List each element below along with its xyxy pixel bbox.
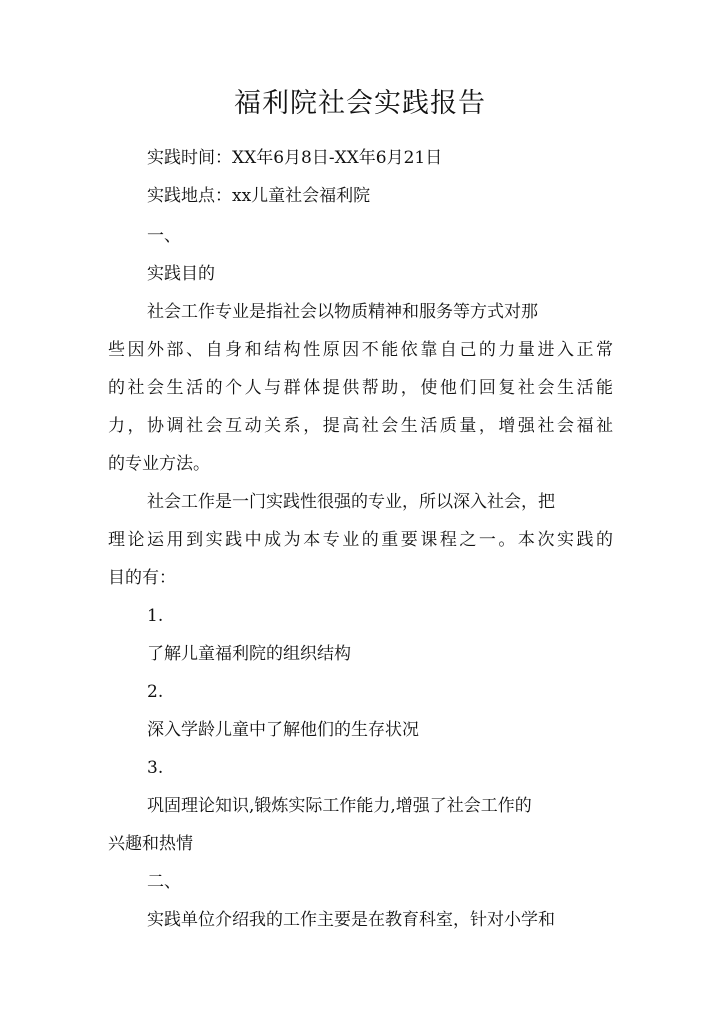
purpose-heading: 实践目的 bbox=[147, 264, 215, 284]
paragraph-2-line: 目的有： bbox=[108, 568, 176, 588]
section-one-heading: 一、 bbox=[147, 226, 181, 246]
paragraph-1-line: 社会工作专业是指社会以物质精神和服务等方式对那 bbox=[147, 302, 538, 322]
list-item-text: 巩固理论知识,锻炼实际工作能力,增强了社会工作的 bbox=[147, 796, 532, 816]
paragraph-2-line: 社会工作是一门实践性很强的专业，所以深入社会，把 bbox=[147, 492, 555, 512]
paragraph-1-line: 的专业方法。 bbox=[108, 454, 210, 474]
paragraph-2-line: 理论运用到实践中成为本专业的重要课程之一。本次实践的 bbox=[108, 530, 613, 550]
document-title: 福利院社会实践报告 bbox=[234, 88, 486, 119]
list-item-text: 了解儿童福利院的组织结构 bbox=[147, 644, 351, 664]
list-item-number: 2. bbox=[147, 682, 164, 702]
paragraph-1-line: 的社会生活的个人与群体提供帮助，使他们回复社会生活能 bbox=[108, 378, 613, 398]
list-item-number: 3. bbox=[147, 758, 164, 778]
paragraph-1-line: 力，协调社会互动关系，提高社会生活质量，增强社会福祉 bbox=[108, 416, 613, 436]
list-item-number: 1. bbox=[147, 606, 164, 626]
list-item-text: 兴趣和热情 bbox=[108, 834, 193, 854]
list-item-text: 深入学龄儿童中了解他们的生存状况 bbox=[147, 720, 419, 740]
practice-place: 实践地点：xx儿童社会福利院 bbox=[147, 186, 371, 206]
paragraph-1-line: 些因外部、自身和结构性原因不能依靠自己的力量进入正常 bbox=[108, 340, 613, 360]
section-two-heading: 二、 bbox=[147, 872, 181, 892]
practice-time: 实践时间：XX年6月8日-XX年6月21日 bbox=[147, 148, 443, 168]
paragraph-3-line: 实践单位介绍我的工作主要是在教育科室，针对小学和 bbox=[147, 910, 555, 930]
